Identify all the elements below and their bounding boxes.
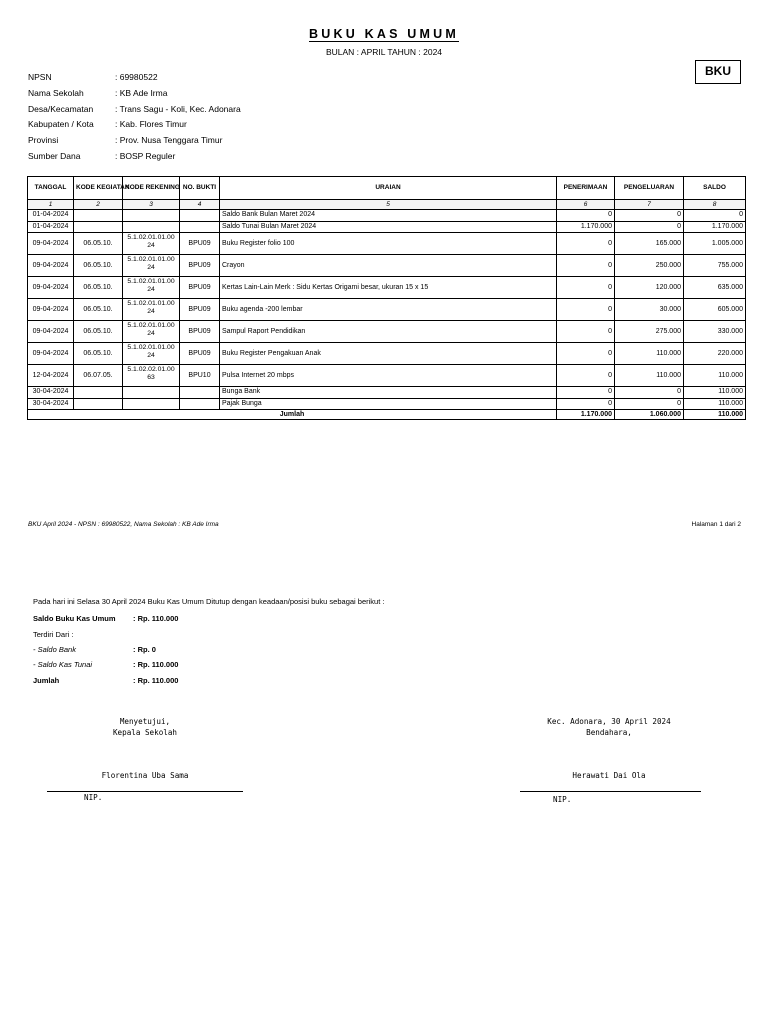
account-code-cell: 5.1.02.01.01.00 24	[123, 255, 180, 277]
balance-cell: 330.000	[684, 321, 746, 343]
table-row	[28, 221, 746, 233]
total-receipts: 1.170.000	[557, 410, 615, 420]
approval-block	[40, 716, 250, 738]
expense-amount-cell: 30.000	[615, 299, 684, 321]
receipt-amount-cell: 0	[557, 210, 615, 222]
total-row	[28, 410, 746, 420]
column-header: PENERIMAAN	[557, 177, 615, 200]
expense-amount-cell: 110.000	[615, 365, 684, 387]
info-label: Desa/Kecamatan	[28, 103, 94, 114]
closing-saldo: Saldo Buku Kas Umum : Rp. 110.000	[33, 614, 179, 623]
receipt-number-cell: BPU09	[180, 321, 220, 343]
date-cell: 09-04-2024	[28, 343, 74, 365]
balance-cell: 220.000	[684, 343, 746, 365]
activity-code-cell	[74, 387, 123, 399]
column-number: 4	[180, 200, 220, 210]
page-footer-left: BKU April 2024 - NPSN : 69980522, Nama Sekolah : KB Ade Irma	[28, 521, 219, 528]
expense-amount-cell: 120.000	[615, 277, 684, 299]
receipt-amount-cell: 0	[557, 365, 615, 387]
account-code-cell	[123, 210, 180, 222]
account-code-cell	[123, 387, 180, 399]
account-code-cell: 5.1.02.01.01.00 24	[123, 343, 180, 365]
receipt-number-cell	[180, 387, 220, 399]
closing-statement: Pada hari ini Selasa 30 April 2024 Buku Kas Umum Ditutup dengan keadaan/posisi buku sebagai berikut :	[33, 597, 385, 606]
column-header: SALDO	[684, 177, 746, 200]
receipt-number-cell: BPU10	[180, 365, 220, 387]
column-header: NO. BUKTI	[180, 177, 220, 200]
activity-code-cell: 06.05.10.	[74, 343, 123, 365]
receipt-number-cell: BPU09	[180, 255, 220, 277]
treasurer-block	[505, 716, 713, 738]
description-cell: Buku Register Pengakuan Anak	[220, 343, 557, 365]
description-cell: Pajak Bunga	[220, 398, 557, 410]
description-cell: Buku agenda -200 lembar	[220, 299, 557, 321]
date-cell: 01-04-2024	[28, 221, 74, 233]
activity-code-cell: 06.07.05.	[74, 365, 123, 387]
activity-code-cell: 06.05.10.	[74, 277, 123, 299]
info-value: : Trans Sagu - Koli, Kec. Adonara	[115, 103, 241, 114]
receipt-number-cell	[180, 210, 220, 222]
receipt-amount-cell: 0	[557, 277, 615, 299]
description-cell: Saldo Bank Bulan Maret 2024	[220, 210, 557, 222]
activity-code-cell	[74, 210, 123, 222]
receipt-amount-cell: 0	[557, 343, 615, 365]
account-code-cell: 5.1.02.01.01.00 24	[123, 321, 180, 343]
bku-badge: BKU	[695, 60, 741, 84]
info-value: : Prov. Nusa Tenggara Timur	[115, 135, 223, 146]
expense-amount-cell: 0	[615, 398, 684, 410]
expense-amount-cell: 0	[615, 387, 684, 399]
description-cell: Crayon	[220, 255, 557, 277]
expense-amount-cell: 0	[615, 210, 684, 222]
table-row	[28, 233, 746, 255]
receipt-number-cell	[180, 398, 220, 410]
account-code-cell: 5.1.02.01.01.00 24	[123, 277, 180, 299]
activity-code-cell	[74, 221, 123, 233]
column-number: 6	[557, 200, 615, 210]
activity-code-cell: 06.05.10.	[74, 321, 123, 343]
date-cell: 30-04-2024	[28, 387, 74, 399]
info-label: Provinsi	[28, 135, 59, 146]
principal-title: Kepala Sekolah	[112, 728, 177, 737]
receipt-amount-cell: 0	[557, 233, 615, 255]
expense-amount-cell: 110.000	[615, 343, 684, 365]
account-code-cell: 5.1.02.01.01.00 24	[123, 233, 180, 255]
receipt-amount-cell: 0	[557, 398, 615, 410]
receipt-number-cell: BPU09	[180, 277, 220, 299]
info-row	[28, 86, 241, 102]
balance-cell: 110.000	[684, 387, 746, 399]
table-row	[28, 387, 746, 399]
date-cell: 30-04-2024	[28, 398, 74, 410]
principal-nip: NIP.	[84, 793, 103, 802]
info-value: : BOSP Reguler	[115, 150, 176, 161]
total-expenses: 1.060.000	[615, 410, 684, 420]
table-row	[28, 299, 746, 321]
treasurer-signature-line	[520, 791, 701, 792]
balance-cell: 1.170.000	[684, 221, 746, 233]
receipt-amount-cell: 0	[557, 299, 615, 321]
column-number-row	[28, 200, 746, 210]
info-row	[28, 133, 241, 149]
receipt-number-cell: BPU09	[180, 299, 220, 321]
treasurer-title: Bendahara,	[586, 728, 632, 737]
balance-cell: 755.000	[684, 255, 746, 277]
receipt-amount-cell: 0	[557, 255, 615, 277]
receipt-number-cell: BPU09	[180, 343, 220, 365]
expense-amount-cell: 0	[615, 221, 684, 233]
activity-code-cell: 06.05.10.	[74, 233, 123, 255]
date-cell: 09-04-2024	[28, 233, 74, 255]
info-row	[28, 70, 241, 86]
table-row	[28, 255, 746, 277]
info-label: Kabupaten / Kota	[28, 119, 94, 130]
account-code-cell: 5.1.02.01.01.00 24	[123, 299, 180, 321]
account-code-cell	[123, 221, 180, 233]
activity-code-cell: 06.05.10.	[74, 299, 123, 321]
date-cell: 12-04-2024	[28, 365, 74, 387]
receipt-amount-cell: 1.170.000	[557, 221, 615, 233]
description-cell: Bunga Bank	[220, 387, 557, 399]
column-header: TANGGAL	[28, 177, 74, 200]
table-row	[28, 277, 746, 299]
column-header: URAIAN	[220, 177, 557, 200]
date-cell: 09-04-2024	[28, 277, 74, 299]
account-code-cell	[123, 398, 180, 410]
place-date: Kec. Adonara, 30 April 2024	[547, 717, 671, 726]
receipt-number-cell: BPU09	[180, 233, 220, 255]
description-cell: Kertas Lain-Lain Merk : Sidu Kertas Origami besar, ukuran 15 x 15	[220, 277, 557, 299]
school-info	[28, 70, 241, 165]
info-label: Nama Sekolah	[28, 87, 84, 98]
expense-amount-cell: 275.000	[615, 321, 684, 343]
date-cell: 09-04-2024	[28, 255, 74, 277]
date-cell: 01-04-2024	[28, 210, 74, 222]
table-row	[28, 343, 746, 365]
info-row	[28, 102, 241, 118]
description-cell: Buku Register folio 100	[220, 233, 557, 255]
activity-code-cell	[74, 398, 123, 410]
account-code-cell: 5.1.02.02.01.00 63	[123, 365, 180, 387]
column-header: PENGELUARAN	[615, 177, 684, 200]
info-row	[28, 117, 241, 133]
document-title: BUKU KAS UMUM	[309, 27, 459, 41]
column-number: 3	[123, 200, 180, 210]
treasurer-nip: NIP.	[553, 795, 572, 804]
column-number: 2	[74, 200, 123, 210]
table-row	[28, 398, 746, 410]
closing-jumlah: Jumlah : Rp. 110.000	[33, 676, 179, 685]
principal-name: Florentina Uba Sama	[101, 771, 189, 780]
receipt-amount-cell: 0	[557, 321, 615, 343]
info-value: : 69980522	[115, 72, 158, 82]
date-cell: 09-04-2024	[28, 299, 74, 321]
column-number: 1	[28, 200, 74, 210]
document-subtitle: BULAN : APRIL TAHUN : 2024	[325, 47, 443, 57]
table-row	[28, 321, 746, 343]
approval-label: Menyetujui,	[119, 717, 171, 726]
column-number: 8	[684, 200, 746, 210]
info-value: : KB Ade Irma	[115, 87, 168, 98]
balance-cell: 1.005.000	[684, 233, 746, 255]
column-number: 7	[615, 200, 684, 210]
closing-tunai: - Saldo Kas Tunai : Rp. 110.000	[33, 660, 179, 669]
table-row	[28, 210, 746, 222]
column-header: KODE KEGIATAN	[74, 177, 123, 200]
receipt-number-cell	[180, 221, 220, 233]
total-balance: 110.000	[684, 410, 746, 420]
info-value: : Kab. Flores Timur	[115, 119, 187, 130]
page-number: Halaman 1 dari 2	[691, 521, 741, 528]
info-label: NPSN	[28, 72, 52, 82]
description-cell: Pulsa Internet 20 mbps	[220, 365, 557, 387]
date-cell: 09-04-2024	[28, 321, 74, 343]
balance-cell: 0	[684, 210, 746, 222]
info-label: Sumber Dana	[28, 150, 81, 161]
activity-code-cell: 06.05.10.	[74, 255, 123, 277]
column-header: KODE REKENING	[123, 177, 180, 200]
receipt-amount-cell: 0	[557, 387, 615, 399]
balance-cell: 110.000	[684, 398, 746, 410]
info-row	[28, 149, 241, 165]
table-row	[28, 365, 746, 387]
expense-amount-cell: 165.000	[615, 233, 684, 255]
treasurer-name: Herawati Dai Ola	[572, 771, 646, 780]
description-cell: Sampul Raport Pendidikan	[220, 321, 557, 343]
principal-signature-line	[47, 791, 243, 792]
description-cell: Saldo Tunai Bulan Maret 2024	[220, 221, 557, 233]
closing-terdiri: Terdiri Dari :	[33, 630, 74, 639]
closing-bank: - Saldo Bank : Rp. 0	[33, 645, 156, 654]
balance-cell: 635.000	[684, 277, 746, 299]
cash-book-table	[27, 176, 746, 420]
expense-amount-cell: 250.000	[615, 255, 684, 277]
balance-cell: 110.000	[684, 365, 746, 387]
total-label: Jumlah	[28, 410, 557, 420]
table-header-row	[28, 177, 746, 200]
balance-cell: 605.000	[684, 299, 746, 321]
column-number: 5	[220, 200, 557, 210]
